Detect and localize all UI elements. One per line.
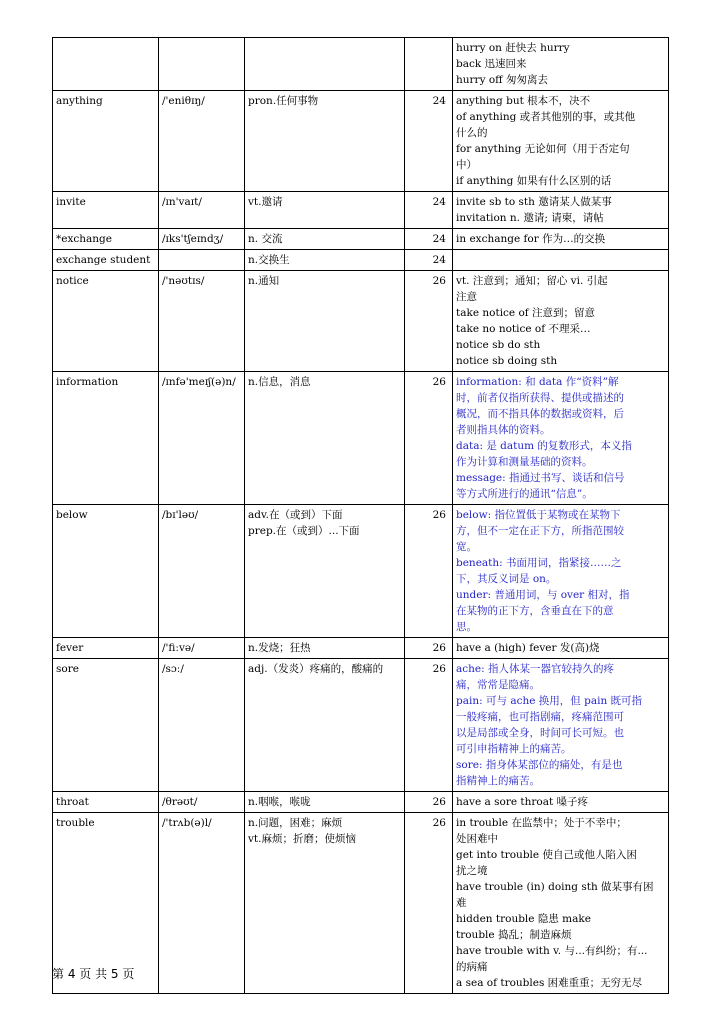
meaning-line: vt.麻烦；折磨；使烦恼: [248, 833, 356, 845]
note-line: invite sb to sth 邀请某人做某事: [456, 196, 612, 208]
table-row: [53, 271, 669, 372]
page-footer: 第 4 页 共 5 页: [52, 967, 135, 981]
notes-cell: [453, 813, 669, 994]
meaning-line: n. 交流: [248, 233, 283, 245]
note-line: under: 普通用词，与 over 相对，指: [456, 589, 630, 601]
phonetic-cell: /ɪks'tʃeɪndʒ/: [159, 229, 245, 250]
note-line: take no notice of 不理采…: [456, 323, 591, 335]
note-line: hurry off 匆匆离去: [456, 74, 548, 86]
note-line: trouble 捣乱；制造麻烦: [456, 929, 572, 941]
phonetic-cell: /'trʌb(ə)l/: [159, 813, 245, 994]
note-line: of anything 或者其他别的事，或其他: [456, 111, 636, 123]
word-cell: *exchange: [53, 229, 159, 250]
note-line: 方，但不一定在正下方，所指范围较: [456, 525, 624, 537]
table-row: [53, 229, 669, 250]
table-row: [53, 91, 669, 192]
note-line: vt. 注意到；通知；留心 vi. 引起: [456, 275, 608, 287]
unit-cell: 24: [405, 91, 453, 192]
meaning-cell: [245, 250, 405, 271]
note-line: 以是局部或全身，时间可长可短。也: [456, 727, 624, 739]
word-cell: below: [53, 505, 159, 638]
notes-cell: [453, 792, 669, 813]
note-line: 下，其反义词是 on。: [456, 573, 557, 585]
unit-cell: 26: [405, 372, 453, 505]
table-row: [53, 813, 669, 994]
meaning-cell: [245, 229, 405, 250]
notes-cell: [453, 192, 669, 229]
note-line: message: 指通过书写、谈话和信号: [456, 472, 625, 484]
table-row: [53, 638, 669, 659]
note-line: 处困难中: [456, 833, 498, 845]
meaning-cell: [245, 659, 405, 792]
table-row: [53, 38, 669, 91]
meaning-cell: [245, 38, 405, 91]
meaning-cell: [245, 813, 405, 994]
note-line: have trouble (in) doing sth 做某事有困: [456, 881, 654, 893]
note-line: invitation n. 邀请; 请柬，请帖: [456, 212, 604, 224]
notes-cell: [453, 505, 669, 638]
word-cell: throat: [53, 792, 159, 813]
phonetic-cell: [159, 250, 245, 271]
word-cell: fever: [53, 638, 159, 659]
note-line: 痛，常常是隐痛。: [456, 679, 540, 691]
unit-cell: 26: [405, 505, 453, 638]
note-line: get into trouble 使自己或他人陷入困: [456, 849, 637, 861]
notes-cell: [453, 250, 669, 271]
phonetic-cell: /sɔː/: [159, 659, 245, 792]
table-row: [53, 250, 669, 271]
unit-cell: 26: [405, 792, 453, 813]
note-line: 可引申指精神上的痛苦。: [456, 743, 572, 755]
note-line: notice sb do sth: [456, 339, 541, 351]
vocabulary-table-body: [53, 38, 669, 994]
notes-cell: [453, 638, 669, 659]
table-row: [53, 372, 669, 505]
word-cell: notice: [53, 271, 159, 372]
unit-cell: 26: [405, 813, 453, 994]
note-line: 等方式所进行的通讯“信息”。: [456, 488, 593, 500]
note-line: take notice of 注意到；留意: [456, 307, 596, 319]
unit-cell: 24: [405, 250, 453, 271]
note-line: hidden trouble 隐患 make: [456, 913, 591, 925]
vocabulary-table: [52, 37, 669, 994]
unit-cell: [405, 38, 453, 91]
note-line: 什么的: [456, 127, 488, 139]
notes-cell: [453, 659, 669, 792]
note-line: 注意: [456, 291, 477, 303]
meaning-cell: [245, 372, 405, 505]
word-cell: trouble: [53, 813, 159, 994]
note-line: hurry on 赶快去 hurry: [456, 42, 570, 54]
note-line: have a sore throat 嗓子疼: [456, 796, 589, 808]
word-cell: [53, 38, 159, 91]
word-cell: information: [53, 372, 159, 505]
notes-cell: [453, 372, 669, 505]
meaning-line: vt.邀请: [248, 196, 283, 208]
note-line: in trouble 在监禁中；处于不幸中；: [456, 817, 627, 829]
unit-cell: 26: [405, 638, 453, 659]
meaning-cell: [245, 505, 405, 638]
meaning-cell: [245, 192, 405, 229]
note-line: anything but 根本不，决不: [456, 95, 591, 107]
notes-cell: [453, 271, 669, 372]
note-line: beneath: 书面用词，指紧接……之: [456, 557, 622, 569]
note-line: 者则指具体的资料。: [456, 424, 551, 436]
note-line: information: 和 data 作“资料”解: [456, 376, 619, 388]
note-line: notice sb doing sth: [456, 355, 558, 367]
note-line: 中）: [456, 159, 477, 171]
meaning-line: pron.任何事物: [248, 95, 319, 107]
notes-cell: [453, 91, 669, 192]
note-line: if anything 如果有什么区别的话: [456, 175, 612, 187]
meaning-line: prep.在（或到）...下面: [248, 525, 360, 537]
note-line: have trouble with v. 与...有纠纷；有...: [456, 945, 648, 957]
meaning-line: n.通知: [248, 275, 280, 287]
note-line: for anything 无论如何（用于否定句: [456, 143, 630, 155]
note-line: 宽。: [456, 541, 477, 553]
notes-cell: [453, 38, 669, 91]
note-line: ache: 指人体某一器官较持久的疼: [456, 663, 614, 675]
note-line: 思。: [456, 621, 477, 633]
phonetic-cell: /'nəʊtɪs/: [159, 271, 245, 372]
note-line: 时，前者仅指所获得、提供或描述的: [456, 392, 624, 404]
phonetic-cell: /ɪn'vaɪt/: [159, 192, 245, 229]
meaning-line: n.交换生: [248, 254, 290, 266]
unit-cell: 24: [405, 229, 453, 250]
meaning-cell: [245, 792, 405, 813]
phonetic-cell: [159, 38, 245, 91]
note-line: 扰之境: [456, 865, 488, 877]
note-line: sore: 指身体某部位的痛处，有是也: [456, 759, 623, 771]
note-line: 概况，而不指具体的数据或资料，后: [456, 408, 624, 420]
meaning-line: adv.在（或到）下面: [248, 509, 343, 521]
word-cell: invite: [53, 192, 159, 229]
note-line: data: 是 datum 的复数形式，本义指: [456, 440, 632, 452]
notes-cell: [453, 229, 669, 250]
meaning-line: n.问题，困难；麻烦: [248, 817, 343, 829]
table-row: [53, 792, 669, 813]
meaning-line: n.信息，消息: [248, 376, 311, 388]
note-line: below: 指位置低于某物或在某物下: [456, 509, 621, 521]
phonetic-cell: /θrəʊt/: [159, 792, 245, 813]
phonetic-cell: /ɪnfə'meɪʃ(ə)n/: [159, 372, 245, 505]
note-line: 的病痛: [456, 961, 488, 973]
note-line: pain: 可与 ache 换用，但 pain 既可指: [456, 695, 643, 707]
unit-cell: 24: [405, 192, 453, 229]
unit-cell: 26: [405, 271, 453, 372]
word-cell: exchange student: [53, 250, 159, 271]
unit-cell: 26: [405, 659, 453, 792]
meaning-cell: [245, 271, 405, 372]
note-line: have a (high) fever 发(高)烧: [456, 642, 600, 654]
table-row: [53, 505, 669, 638]
note-line: 指精神上的痛苦。: [456, 775, 540, 787]
meaning-cell: [245, 91, 405, 192]
table-row: [53, 192, 669, 229]
phonetic-cell: /'fiːvə/: [159, 638, 245, 659]
word-cell: anything: [53, 91, 159, 192]
note-line: 难: [456, 897, 467, 909]
note-line: back 迅速回来: [456, 58, 527, 70]
note-line: 作为计算和测量基础的资料。: [456, 456, 593, 468]
note-line: 在某物的正下方，含垂直在下的意: [456, 605, 614, 617]
phonetic-cell: /'eniθɪŋ/: [159, 91, 245, 192]
word-cell: sore: [53, 659, 159, 792]
meaning-cell: [245, 638, 405, 659]
note-line: in exchange for 作为…的交换: [456, 233, 606, 245]
note-line: a sea of troubles 困难重重；无穷无尽: [456, 977, 643, 989]
meaning-line: n.发烧；狂热: [248, 642, 311, 654]
phonetic-cell: /bɪ'ləʊ/: [159, 505, 245, 638]
meaning-line: adj.（发炎）疼痛的，酸痛的: [248, 663, 384, 675]
table-row: [53, 659, 669, 792]
note-line: 一般疼痛，也可指剧痛，疼痛范围可: [456, 711, 624, 723]
meaning-line: n.咽喉，喉咙: [248, 796, 311, 808]
